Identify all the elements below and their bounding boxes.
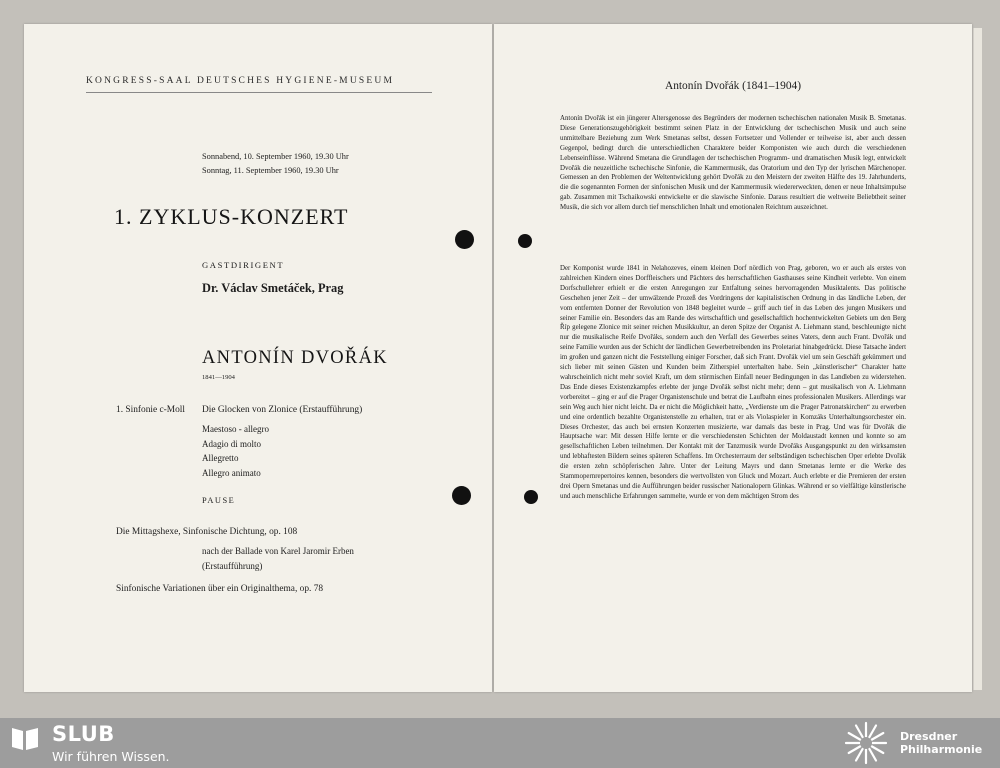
movement-item: Maestoso - allegro — [202, 424, 269, 434]
composer-years: 1841—1904 — [202, 374, 235, 381]
punch-hole — [518, 234, 532, 248]
partner-name-line-1: Dresdner — [900, 730, 958, 743]
movement-item: Allegro animato — [202, 467, 261, 478]
work3-title: Sinfonische Variationen über ein Originalthema, op. 78 — [116, 584, 324, 594]
concert-dates — [202, 150, 349, 178]
venue-heading: KONGRESS-SAAL DEUTSCHES HYGIENE-MUSEUM — [86, 76, 395, 86]
partner-name — [900, 730, 982, 756]
footer-bar — [0, 718, 1000, 768]
program-page-left — [24, 24, 492, 692]
movement-item: Adagio di molto — [202, 438, 261, 449]
punch-hole — [452, 486, 471, 505]
work1-label: 1. Sinfonie c-Moll — [116, 405, 186, 415]
punch-hole — [524, 490, 538, 504]
page-edge — [973, 28, 982, 690]
library-tagline: Wir führen Wissen. — [52, 749, 170, 764]
slub-logo-icon — [10, 724, 40, 752]
guest-conductor-name: Dr. Václav Smetáček, Prag — [202, 281, 344, 295]
work1-title: Die Glocken von Zlonice (Erstaufführung) — [202, 405, 363, 415]
work2-title: Die Mittagshexe, Sinfonische Dichtung, op. 108 — [116, 527, 298, 537]
punch-hole — [455, 230, 474, 249]
movement-list — [202, 422, 269, 480]
library-name: SLUB — [52, 722, 115, 746]
work2-subtitle-line: (Erstaufführung) — [202, 560, 263, 571]
date-line-2: Sonntag, 11. September 1960, 19.30 Uhr — [202, 166, 339, 175]
venue-rule — [86, 92, 432, 93]
biography-page-right — [494, 24, 972, 692]
date-line-1: Sonnabend, 10. September 1960, 19.30 Uhr — [202, 152, 349, 161]
movement-item: Allegretto — [202, 453, 239, 463]
biography-paragraph-2: Der Komponist wurde 1841 in Nelahozeves, einem kleinen Dorf nördlich von Prag, geboren, wo er auch als erstes von zahlreichen Kindern eines Dorffleischers und Pächters des herrschaftlichen Gasthauses seine Kindheit verlebte. Von einem Dorfschullehrer erhielt er die ersten Anregungen zur Entfaltung seines hervorragenden Musiktalents. Das politische Geschehen jener Zeit – der umwälzende Prozeß des Vordringens der kapitalistischen Ordnung in das ländliche Leben, der vom entfernten Donner der Revolution von 1848 begleitet wurde – griff auch tief in das Leben des jungen Musikers und seiner Familie ein. Besonders das am Rande des wirtschaftlich und gesellschaftlich hochentwickelten Gebiets um den Berg Říp gelegene Zlonice mit seiner reichen Musikkultur, an deren Spitze der Organist A. Liehmann stand, beschleunigte nicht nur die musikalische Reife Dvořáks, sondern auch den Verfall des Gewerbes seines Vaters, denn auch Frant. Dvořák und seine Familie wurden aus der Schicht der ländlichen Gewerbetreibenden ins Proletariat hinabgedrückt. Diese Tatsache ändert im großen und ganzen nicht die Feststellung einiger Forscher, daß sich Frant. Dvořák viel um sein Geschäft gekümmert und sich lieber mit seinen Gästen und Kunden beim Zitherspiel unterhalten habe. Sein „künstlerischer“ Charakter hatte wahrscheinlich nicht mehr soviel Kraft, um dem stürmischen Einfall neuer Bedingungen in das Landleben zu widerstehen. Das Ende dieses Existenzkampfes erlebte der junge Dvořák selbst nicht mehr; denn – gut musikalisch von A. Liehmann vorbereitet – ging er auf die Prager Organistenschule und betrat die Laufbahn eines professionalen Musikers. Allerdings war sein Weg auch hier nicht leicht. Da er nicht die Möglichkeit hatte, „Verdienste um die Prager Patronatskirchen“ zu erwerben und eine ordentlich bezahlte Organistenstelle zu erhalten, trat er als Violaspieler in Komzáks Unterhaltungsorchester ein. Dieses Orchester, das auch bei ernsten Konzerten musizierte, war damals das beste in Prag. Und was für Dvořák die Hauptsache war: Mit dessen Hilfe lernte er die verschiedensten Schichten der Moldaustadt kennen und konnte so am gesellschaftlichen Leben teilnehmen. Der Kontakt mit der Tanzmusik wurde Dvořáks Ausgangspunkt zu den wirksamsten und lebhaftesten Bildern seines späteren Schaffens. Im Orchesterraum der selbständigen tschechischen Oper erlebte Dvořák die ersten zehn schöpferischen Jahre. Unter der Leitung Mayrs und dann Smetanas lernte er die Werke des Stammopernrepertoires kennen, besonders die wertvollsten von Gluck und Mozart. Auch erlebte er die Premieren der ersten drei Opern Smetanas und die Aufführungen beider russischer Nationalopern Glinkas. Während er so vielfältige künstlerische und auch menschliche Erfahrungen sammelte, wurde er von dem mächtigen Strom des — [560, 265, 906, 500]
guest-conductor-label: GASTDIRIGENT — [202, 260, 285, 270]
philharmonie-logo-icon — [842, 720, 890, 766]
partner-name-line-2: Philharmonie — [900, 743, 983, 756]
composer-name: ANTONÍN DVOŘÁK — [202, 348, 388, 368]
work2-subtitle — [202, 544, 354, 573]
concert-title: 1. ZYKLUS-KONZERT — [114, 204, 349, 229]
biography-paragraph-1: Antonín Dvořák ist ein jüngerer Altersgenosse des Begründers der modernen tschechischen nationalen Musik B. Smetanas. Diese Generationszugehörigkeit bestimmt seinen Platz in der Entwicklung der tschechischen Musik und auch seine unmittelbare Beziehung zum Werk Smetanas selbst, dessen Fortsetzer und Vollender er teilweise ist, aber auch dessen Gegenpol, bedingt durch die unterschiedlichen Charaktere beider Komponisten wie auch durch die verschiedenen Lebenseinflüsse. Während Smetana die Grundlagen der tschechischen Programm- und dramatischen Musik legt, entwickelt Dvořák die neuzeitliche tschechische Sinfonie, die Kammermusik, das Oratorium und den Typ der lyrischen Märchenoper. Gemessen an den Problemen der Weltentwicklung gehört Dvořák zu den Meistern der zweiten Hälfte des 19. Jahrhunderts, die die sogenannten Formen der sinfonischen Musik und der Kammermusik wiedererweckten, denen er neue Inhaltsimpulse gab. Zusammen mit Tschaikowski entwickelte er die slawische Sinfonie. Daraus resultiert die weltweite Beliebtheit seiner Musik, die sich vor allem durch tief menschlichen Inhalt und emotionalen Reichtum auszeichnet. — [560, 115, 906, 212]
pause-label: PAUSE — [202, 496, 236, 505]
biography-title: Antonín Dvořák (1841–1904) — [664, 80, 802, 92]
work2-subtitle-line: nach der Ballade von Karel Jaromir Erben — [202, 546, 354, 556]
